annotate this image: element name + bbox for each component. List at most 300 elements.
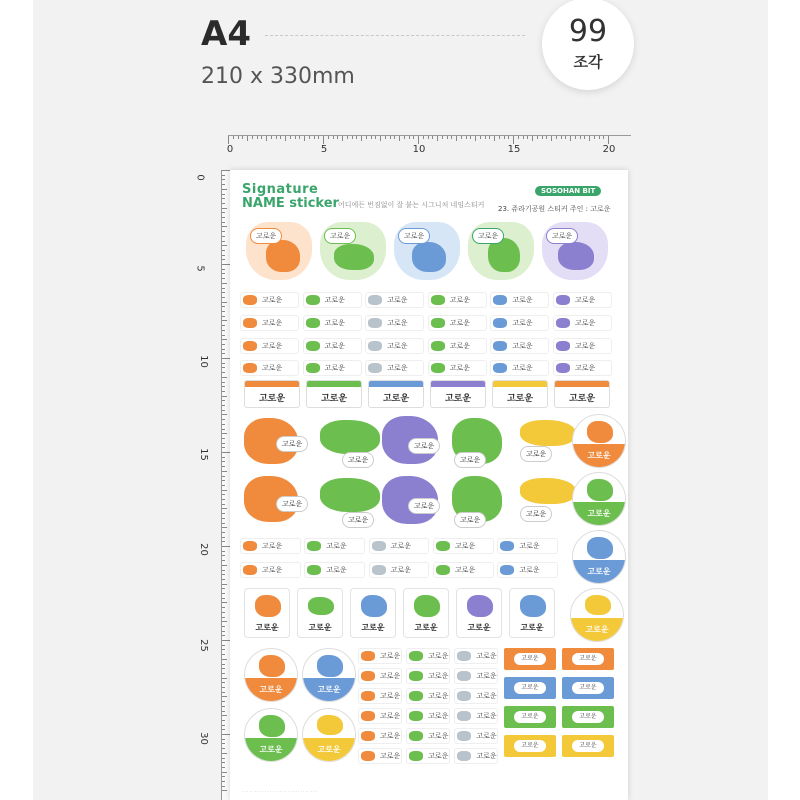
vruler-label-25: 25 [197, 639, 209, 652]
ruler-tick [222, 259, 225, 260]
mini-dino-icon [431, 363, 445, 373]
ruler-tick [546, 136, 547, 139]
ruler-tick [222, 673, 225, 674]
ruler-tick [222, 706, 225, 707]
mini-dino-icon [372, 565, 386, 575]
rect-name-label [504, 677, 556, 699]
ruler-tick [222, 452, 230, 453]
ruler-tick [222, 208, 227, 209]
mini-dino-icon [243, 541, 257, 551]
size-dimensions: 210 x 330mm [201, 64, 355, 89]
mini-dino-icon [306, 295, 320, 305]
dino-icon [587, 479, 613, 501]
ruler-tick [222, 678, 227, 679]
brand-badge: SOSOHAN BIT [535, 186, 601, 196]
ruler-tick [423, 136, 424, 139]
ruler-tick [556, 136, 557, 139]
ruler-tick [589, 136, 590, 141]
name-sticker-cell [406, 668, 450, 684]
ruler-tick [523, 136, 524, 139]
mini-dino-icon [431, 318, 445, 328]
ruler-tick [404, 136, 405, 139]
mini-dino-icon [409, 671, 423, 681]
dino-icon [414, 595, 440, 617]
card-name: 고로운 [258, 394, 286, 404]
ruler-tick [222, 631, 225, 632]
ruler-tick [222, 762, 225, 763]
cell-name: 고로운 [390, 566, 411, 574]
name-sticker-row [240, 338, 612, 354]
ruler-tick [470, 136, 471, 139]
circle-sticker-blue [572, 530, 626, 584]
name-sticker-cell [365, 338, 424, 354]
tile-name: 고로운 [520, 623, 544, 632]
ruler-tick [285, 136, 286, 141]
ruler-tick [222, 245, 227, 246]
cell-name: 고로운 [387, 364, 408, 372]
ruler-tick [222, 485, 225, 486]
mini-dino-icon [493, 318, 507, 328]
cell-name: 고로운 [380, 672, 401, 680]
mini-dino-icon [306, 318, 320, 328]
name-card-green [306, 380, 362, 408]
cell-name: 고로운 [574, 364, 596, 372]
name-sticker-cell [428, 315, 487, 331]
product-detail-panel [33, 0, 768, 800]
ruler-tick [222, 349, 225, 350]
ruler-tick [489, 136, 490, 139]
ruler-tick [222, 607, 225, 608]
ruler-tick [570, 136, 571, 141]
ruler-tick [222, 476, 225, 477]
name-sticker-cell [490, 315, 549, 331]
name-sticker-cell [358, 668, 402, 684]
mini-dino-icon [436, 541, 450, 551]
ruler-tick [394, 136, 395, 139]
ruler-tick [580, 136, 581, 139]
mini-dino-icon [457, 711, 471, 721]
heart-sticker-green [320, 222, 386, 280]
mini-dino-icon [457, 731, 471, 741]
mini-dino-icon [493, 295, 507, 305]
cell-name: 고로운 [512, 342, 533, 350]
dino-icon [255, 595, 281, 617]
name-card-orange-2 [554, 380, 610, 408]
dino-name-label: 고로운 [454, 512, 486, 528]
mini-dino-icon [409, 691, 423, 701]
dino-name-label: 고로운 [408, 438, 440, 454]
rect-label-name: 고로운 [572, 740, 604, 752]
ruler-tick [409, 136, 410, 139]
ruler-tick [222, 598, 225, 599]
ruler-tick [542, 136, 543, 139]
ruler-tick [222, 527, 227, 528]
ruler-tick [352, 136, 353, 139]
ruler-tick [337, 136, 338, 139]
ruler-tick [222, 701, 225, 702]
cell-name: 고로운 [387, 296, 408, 304]
name-sticker-cell [303, 360, 362, 376]
mini-dino-icon [368, 363, 382, 373]
name-sticker-cell [303, 292, 362, 308]
speech-name: 고로운 [472, 228, 504, 244]
name-sticker-cell [304, 562, 365, 578]
circle-sticker-green [572, 472, 626, 526]
ruler-tick [222, 236, 225, 237]
vruler-label-15: 15 [197, 448, 209, 461]
mini-dino-icon [500, 565, 514, 575]
ruler-label-0: 0 [226, 144, 234, 155]
vruler-label-30: 30 [197, 732, 209, 745]
name-sticker-cell [358, 688, 402, 704]
ruler-tick [222, 250, 225, 251]
ruler-tick [222, 335, 225, 336]
name-sticker-cell [490, 338, 549, 354]
ruler-tick [356, 136, 357, 139]
circle-name: 고로운 [259, 745, 283, 754]
ruler-tick [342, 136, 343, 141]
ruler-tick [222, 306, 225, 307]
ruler-tick [222, 255, 225, 256]
tile-purple [456, 588, 502, 638]
cell-name: 고로운 [324, 296, 345, 304]
mini-dino-icon [307, 565, 321, 575]
sheet-tagline: 어디에든 번짐없이 잘 붙는 시그니처 네임스티커 [338, 201, 485, 209]
ruler-tick [499, 136, 500, 139]
ruler-tick [222, 739, 225, 740]
name-sticker-row [358, 688, 498, 704]
ruler-tick [222, 264, 230, 265]
name-sticker-cell [358, 648, 402, 664]
ruler-tick [222, 358, 230, 359]
ruler-tick [266, 136, 267, 141]
speech-name: 고로운 [324, 228, 356, 244]
circle-sticker-green-2 [244, 708, 298, 762]
cell-name: 고로운 [380, 732, 401, 740]
cell-name: 고로운 [380, 652, 401, 660]
tile-green [297, 588, 343, 638]
name-sticker-cell [240, 315, 299, 331]
horizontal-ruler [228, 135, 631, 149]
mini-dino-icon [500, 541, 514, 551]
sheet-title-name-sticker: NAME sticker [242, 196, 339, 211]
ruler-tick [222, 382, 225, 383]
speech-name: 고로운 [250, 228, 282, 244]
ruler-tick [290, 136, 291, 139]
mini-dino-icon [243, 318, 257, 328]
mini-dino-icon [306, 363, 320, 373]
cell-name: 고로운 [326, 566, 347, 574]
ruler-tick [271, 136, 272, 139]
vruler-label-0: 0 [194, 174, 206, 181]
cell-name: 고로운 [476, 712, 497, 720]
cell-name: 고로운 [476, 732, 497, 740]
heart-sticker-purple [542, 222, 608, 280]
dino-name-label: 고로운 [276, 496, 308, 512]
name-sticker-cell [303, 338, 362, 354]
name-sticker-cell [240, 562, 301, 578]
rect-name-label [504, 735, 556, 757]
ruler-tick [222, 758, 225, 759]
ruler-tick [222, 400, 225, 401]
ruler-tick [222, 584, 227, 585]
mini-dino-icon [361, 751, 375, 761]
ruler-tick [252, 136, 253, 139]
dino-icon [308, 597, 334, 615]
ruler-label-10: 10 [412, 144, 426, 155]
cell-name: 고로운 [262, 342, 283, 350]
ruler-tick [222, 518, 225, 519]
rect-name-label [562, 648, 614, 670]
name-sticker-cell [428, 360, 487, 376]
name-sticker-cell [454, 648, 498, 664]
cell-name: 고로운 [476, 752, 497, 760]
ruler-tick [222, 776, 225, 777]
ruler-tick [565, 136, 566, 139]
ruler-tick [222, 664, 225, 665]
ruler-tick [222, 302, 227, 303]
mini-dino-icon [556, 341, 570, 351]
dino-icon [317, 715, 343, 735]
ruler-tick [432, 136, 433, 139]
name-sticker-cell [454, 708, 498, 724]
ruler-tick [222, 339, 227, 340]
ruler-tick [347, 136, 348, 139]
mini-dino-icon [457, 651, 471, 661]
ruler-tick [584, 136, 585, 139]
cell-name: 고로운 [512, 319, 533, 327]
ruler-tick [222, 179, 225, 180]
name-sticker-cell [365, 360, 424, 376]
cell-name: 고로운 [455, 566, 476, 574]
ruler-tick [222, 273, 225, 274]
name-sticker-cell [454, 748, 498, 764]
ruler-tick [442, 136, 443, 139]
ruler-tick [299, 136, 300, 139]
piece-unit: 조각 [573, 53, 603, 71]
ruler-tick [222, 645, 225, 646]
cell-name: 고로운 [324, 319, 345, 327]
ruler-tick [561, 136, 562, 139]
ruler-tick [418, 136, 419, 144]
rect-name-label [504, 648, 556, 670]
ruler-tick [280, 136, 281, 139]
cell-name: 고로운 [455, 542, 476, 550]
ruler-tick [361, 136, 362, 141]
ruler-tick [532, 136, 533, 141]
name-sticker-cell [454, 728, 498, 744]
name-sticker-cell [433, 538, 494, 554]
ruler-tick [222, 457, 225, 458]
cell-name: 고로운 [324, 364, 345, 372]
ruler-tick [222, 725, 225, 726]
mini-dino-icon [457, 691, 471, 701]
dino-icon [585, 595, 611, 615]
name-sticker-cell [369, 562, 430, 578]
ruler-tick [461, 136, 462, 139]
heart-sticker-green-2 [468, 222, 534, 280]
mini-dino-icon [361, 691, 375, 701]
vruler-label-5: 5 [194, 265, 206, 272]
ruler-tick [222, 320, 227, 321]
mini-dino-icon [409, 711, 423, 721]
ruler-tick [222, 668, 225, 669]
mini-dino-icon [409, 751, 423, 761]
ruler-tick [222, 194, 225, 195]
speech-name: 고로운 [398, 228, 430, 244]
ruler-tick [222, 405, 225, 406]
ruler-tick [222, 602, 227, 603]
mini-dino-icon [361, 651, 375, 661]
ruler-tick [527, 136, 528, 139]
name-card-orange [244, 380, 300, 408]
ruler-tick [222, 433, 227, 434]
dino-icon [334, 244, 374, 270]
ruler-tick [222, 508, 227, 509]
ruler-tick [399, 136, 400, 141]
sticker-sheet-preview [230, 170, 628, 800]
ruler-tick [222, 410, 225, 411]
ruler-tick [222, 231, 225, 232]
cell-name: 고로운 [380, 692, 401, 700]
vruler-label-10: 10 [197, 355, 209, 368]
name-card-purple [430, 380, 486, 408]
ruler-tick [295, 136, 296, 139]
ruler-tick [222, 198, 225, 199]
ruler-tick [222, 640, 230, 641]
ruler-tick [451, 136, 452, 139]
name-sticker-row [240, 538, 558, 554]
name-card-blue [368, 380, 424, 408]
ruler-tick [222, 292, 225, 293]
ruler-tick [466, 136, 467, 139]
mini-dino-icon [409, 651, 423, 661]
tile-name: 고로운 [467, 623, 491, 632]
ruler-tick [222, 692, 225, 693]
ruler-tick [380, 136, 381, 141]
cell-name: 고로운 [262, 296, 283, 304]
ruler-tick [222, 772, 227, 773]
cell-name: 고로운 [262, 319, 283, 327]
ruler-tick [222, 551, 225, 552]
circle-name: 고로운 [587, 509, 611, 518]
name-sticker-cell [406, 748, 450, 764]
ruler-tick [222, 767, 225, 768]
ruler-tick [222, 424, 225, 425]
name-sticker-row [240, 292, 612, 308]
tile-name: 고로운 [255, 623, 279, 632]
circle-name: 고로운 [585, 625, 609, 634]
dino-name-label: 고로운 [408, 498, 440, 514]
ruler-tick [222, 283, 227, 284]
ruler-tick [599, 136, 600, 139]
cell-name: 고로운 [476, 652, 497, 660]
dino-name-label: 고로운 [342, 452, 374, 468]
ruler-tick [222, 316, 225, 317]
cell-name: 고로운 [449, 364, 471, 372]
rect-label-name: 고로운 [514, 740, 546, 752]
circle-sticker-orange-2 [244, 648, 298, 702]
mini-dino-icon [361, 711, 375, 721]
circle-sticker-orange [572, 414, 626, 468]
ruler-tick [222, 494, 225, 495]
dino-icon [412, 242, 446, 272]
ruler-tick [575, 136, 576, 139]
ruler-tick [228, 136, 229, 144]
ruler-tick [222, 443, 225, 444]
name-sticker-cell [553, 338, 612, 354]
ruler-tick [222, 537, 225, 538]
ruler-tick [222, 414, 227, 415]
circle-sticker-blue-2 [302, 648, 356, 702]
name-sticker-row [358, 748, 498, 764]
card-name: 고로운 [382, 394, 410, 404]
ruler-tick [390, 136, 391, 139]
circle-name: 고로운 [317, 685, 341, 694]
ruler-label-20: 20 [602, 144, 616, 155]
ruler-tick [222, 617, 225, 618]
tile-name: 고로운 [308, 623, 332, 632]
ruler-tick [413, 136, 414, 139]
mini-dino-icon [372, 541, 386, 551]
tile-green-2 [403, 588, 449, 638]
name-sticker-row [358, 648, 498, 664]
ruler-tick [247, 136, 248, 141]
ruler-tick [222, 621, 227, 622]
ruler-tick [222, 532, 225, 533]
tile-blue [350, 588, 396, 638]
pterodactyl-icon [520, 478, 576, 504]
cell-name: 고로운 [324, 342, 345, 350]
dino-icon [520, 595, 546, 617]
name-sticker-cell [428, 338, 487, 354]
ruler-tick [222, 696, 227, 697]
stegosaurus-icon [320, 420, 380, 454]
cell-name: 고로운 [574, 319, 596, 327]
ruler-tick [222, 753, 227, 754]
name-sticker-cell [553, 315, 612, 331]
cell-name: 고로운 [519, 566, 540, 574]
ruler-tick [222, 471, 227, 472]
dino-name-label: 고로운 [342, 512, 374, 528]
dino-icon [259, 655, 285, 677]
ruler-tick [222, 786, 225, 787]
ruler-tick [328, 136, 329, 139]
cell-name: 고로운 [476, 692, 497, 700]
ruler-label-15: 15 [507, 144, 521, 155]
ruler-tick [222, 790, 227, 791]
cell-name: 고로운 [262, 364, 283, 372]
dino-icon [558, 242, 594, 270]
card-name: 고로운 [568, 394, 596, 404]
ruler-tick [222, 682, 225, 683]
dino-icon [259, 715, 285, 737]
rect-label-name: 고로운 [572, 653, 604, 665]
ruler-tick [333, 136, 334, 139]
cell-name: 고로운 [512, 364, 533, 372]
ruler-tick [304, 136, 305, 141]
heart-sticker-orange [246, 222, 312, 280]
ruler-tick [222, 715, 227, 716]
mini-dino-icon [493, 341, 507, 351]
ruler-tick [222, 490, 227, 491]
tile-name: 고로운 [414, 623, 438, 632]
ruler-tick [261, 136, 262, 139]
ruler-tick [222, 612, 225, 613]
cell-name: 고로운 [574, 296, 596, 304]
ruler-tick [475, 136, 476, 141]
sheet-meta: 23. 쥬라기공원 스티커 주인 : 고로운 [498, 205, 611, 213]
